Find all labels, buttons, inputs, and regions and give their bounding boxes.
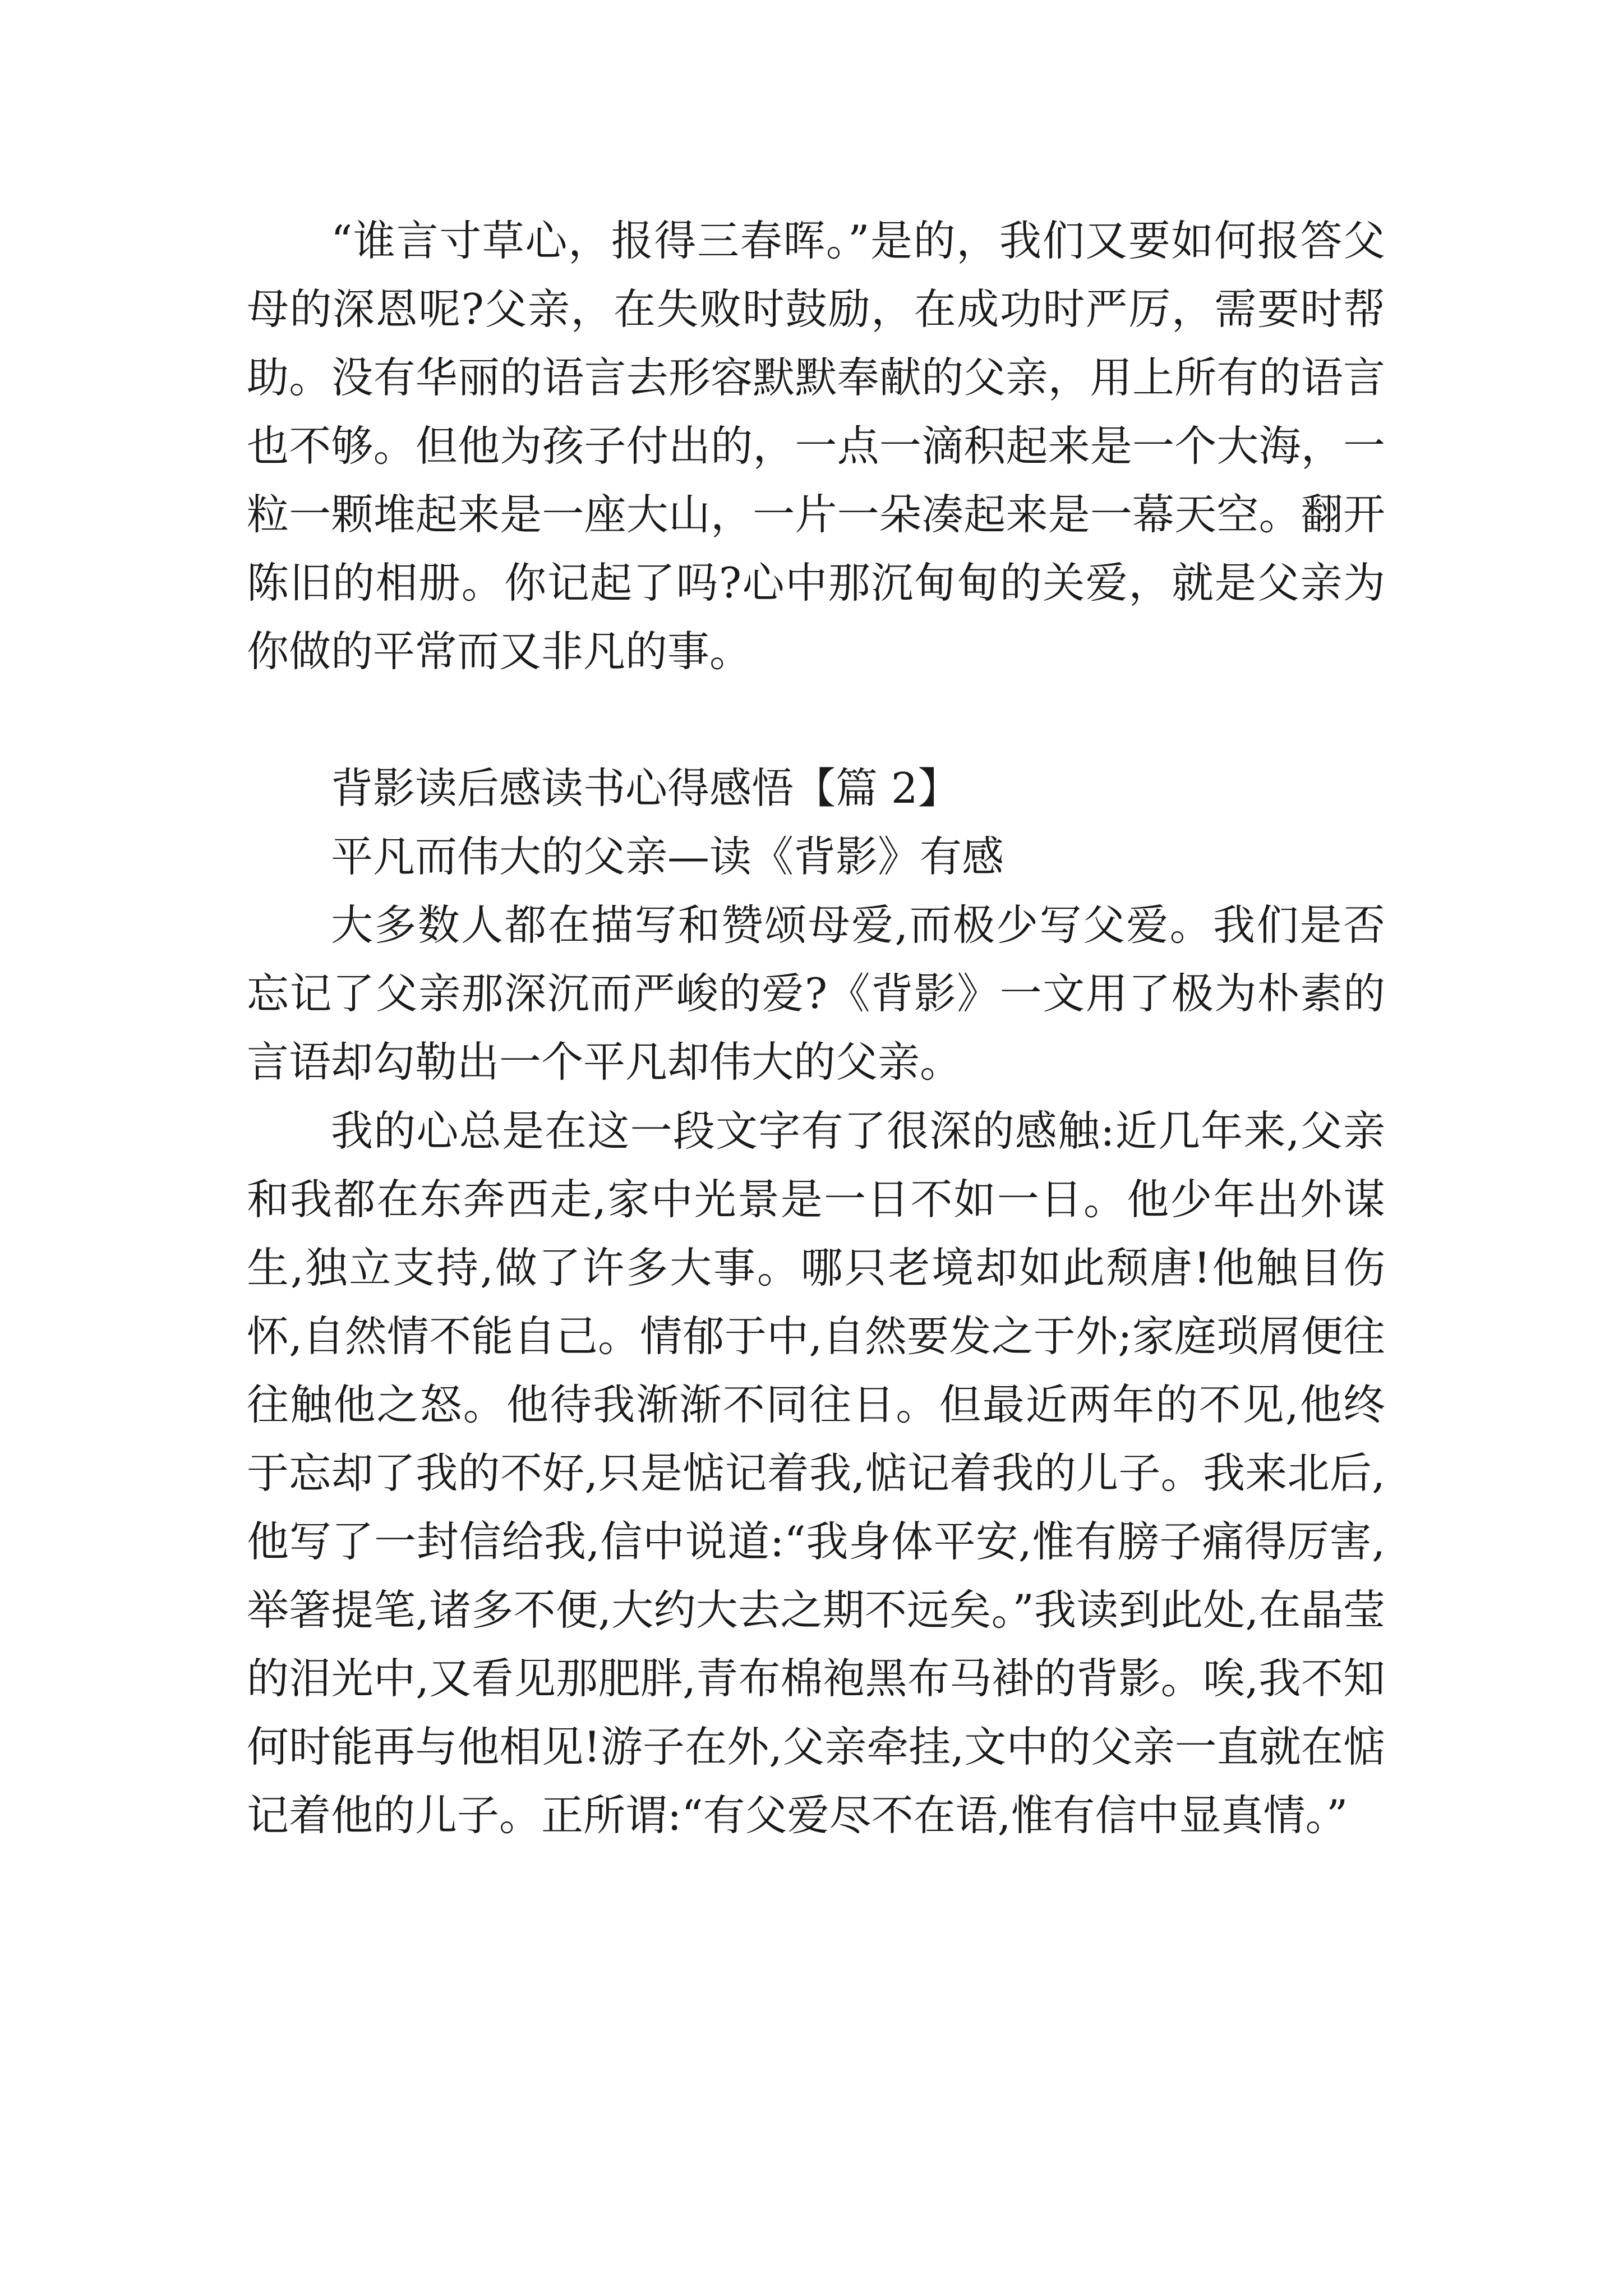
essay-title: 平凡而伟大的父亲—读《背影》有感	[331, 832, 1004, 881]
paragraph-3: 我的心总是在这一段文字有了很深的感触:近几年来,父亲和我都在东奔西走,家中光景是一日不如一日。他少年出外谋生,独立支持,做了许多大事。哪只老境却如此颓唐!他触目伤怀,自然情不能自己。情郁于中,自然要发之于外;家庭琐屑便往往触他之怒。他待我渐渐不同往日。但最近两年的不见,他终于忘却了我的不好,只是惦记着我,惦记着我的儿子。我来北后,他写了一封信给我,信中说道:“我身体平安,惟有膀子痛得厉害,举箸提笔,诸多不便,大约大去之期不远矣。”我读到此处,在晶莹的泪光中,又看见那肥胖,青布棉袍黑布马褂的背影。唉,我不知何时能再与他相见!游子在外,父亲牵挂,文中的父亲一直就在惦记着他的儿子。正所谓:“有父爱尽不在语,惟有信中显真情。”	[247, 1106, 1385, 1840]
section-heading: 背影读后感读书心得感悟【篇 2】	[331, 763, 960, 813]
paragraph-2: 大多数人都在描写和赞颂母爱,而极少写父爱。我们是否忘记了父亲那深沉而严峻的爱?《背影》一文用了极为朴素的言语却勾勒出一个平凡却伟大的父亲。	[247, 900, 1385, 1087]
paragraph-1: “谁言寸草心，报得三春晖。”是的，我们又要如何报答父母的深恩呢?父亲，在失败时鼓励，在成功时严厉，需要时帮助。没有华丽的语言去形容默默奉献的父亲，用上所有的语言也不够。但他为孩子付出的，一点一滴积起来是一个大海，一粒一颗堆起来是一座大山，一片一朵凑起来是一幕天空。翻开陈旧的相册。你记起了吗?心中那沉甸甸的关爱，就是父亲为你做的平常而又非凡的事。	[247, 216, 1385, 676]
